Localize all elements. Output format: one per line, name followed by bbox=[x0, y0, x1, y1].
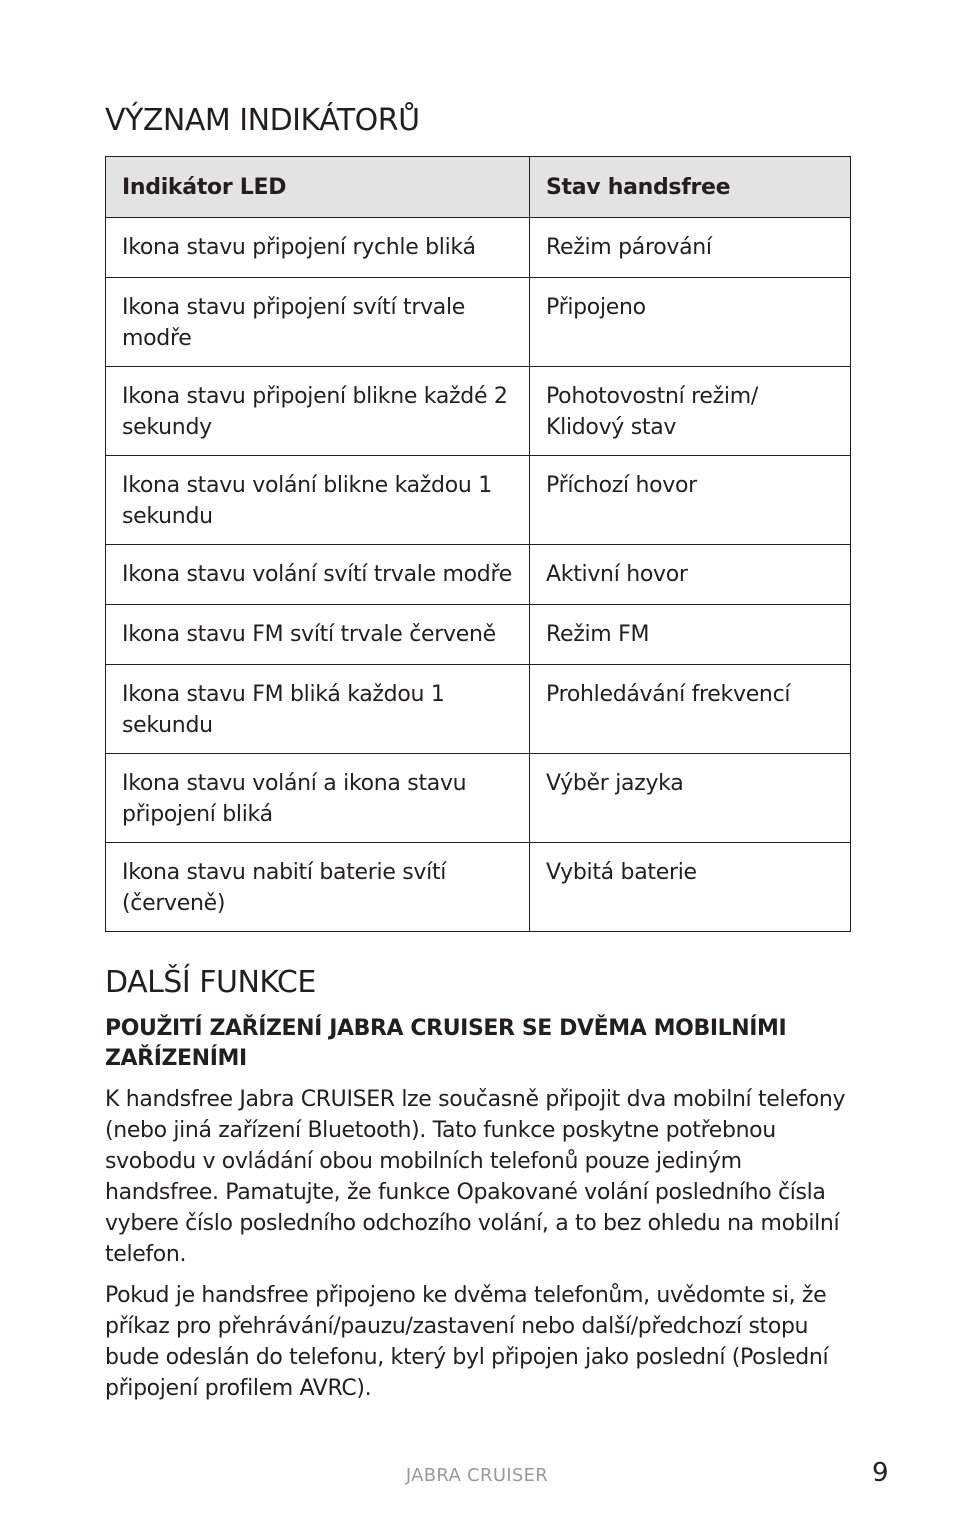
led-cell: Ikona stavu připojení rychle bliká bbox=[106, 218, 530, 278]
led-cell: Ikona stavu připojení blikne každé 2 sekundy bbox=[106, 367, 530, 456]
led-cell: Ikona stavu FM svítí trvale červeně bbox=[106, 605, 530, 665]
table-row bbox=[106, 843, 851, 932]
state-cell: Pohotovostní režim/ Klidový stav bbox=[530, 367, 851, 456]
table-row bbox=[106, 367, 851, 456]
table-header-row bbox=[106, 157, 851, 218]
page-number: 9 bbox=[872, 1458, 889, 1488]
section-title-other-functions: DALŠÍ FUNKCE bbox=[105, 965, 316, 1000]
column-header-state: Stav handsfree bbox=[530, 157, 851, 218]
table-row bbox=[106, 545, 851, 605]
state-cell: Výběr jazyka bbox=[530, 754, 851, 843]
section-title-indicators: VÝZNAM INDIKÁTORŮ bbox=[105, 103, 420, 138]
table-row bbox=[106, 665, 851, 754]
footer-brand: JABRA CRUISER bbox=[405, 1465, 549, 1486]
paragraph-two-phones: K handsfree Jabra CRUISER lze současně připojit dva mobilní telefony (nebo jiná zařízení Bluetooth). Tato funkce poskytne potřebnou svobodu v ovládání obou mobilních telefonů pouze jediným handsfree. Pamatujte, že funkce Opakované volání posledního čísla vybere číslo posledního odchozího volání, a to bez ohledu na mobilní telefon. bbox=[105, 1087, 846, 1267]
led-cell: Ikona stavu připojení svítí trvale modře bbox=[106, 278, 530, 367]
state-cell: Připojeno bbox=[530, 278, 851, 367]
state-cell: Režim FM bbox=[530, 605, 851, 665]
led-cell: Ikona stavu nabití baterie svítí (červeně) bbox=[106, 843, 530, 932]
table-row bbox=[106, 278, 851, 367]
led-cell: Ikona stavu volání blikne každou 1 sekundu bbox=[106, 456, 530, 545]
table-row bbox=[106, 456, 851, 545]
led-cell: Ikona stavu volání a ikona stavu připojení bliká bbox=[106, 754, 530, 843]
paragraph-avrc: Pokud je handsfree připojeno ke dvěma telefonům, uvědomte si, že příkaz pro přehrávání/pauzu/zastavení nebo další/předchozí stopu bude odeslán do telefonu, který byl připojen jako poslední (Poslední připojení profilem AVRC). bbox=[105, 1283, 829, 1401]
state-cell: Aktivní hovor bbox=[530, 545, 851, 605]
table-row bbox=[106, 754, 851, 843]
state-cell: Prohledávání frekvencí bbox=[530, 665, 851, 754]
state-cell: Příchozí hovor bbox=[530, 456, 851, 545]
state-cell: Režim párování bbox=[530, 218, 851, 278]
subsection-title-two-phones: POUŽITÍ ZAŘÍZENÍ JABRA CRUISER SE DVĚMA MOBILNÍMI ZAŘÍZENÍMI bbox=[105, 1016, 787, 1071]
table-row bbox=[106, 605, 851, 665]
column-header-led: Indikátor LED bbox=[106, 157, 530, 218]
table-row bbox=[106, 218, 851, 278]
state-cell: Vybitá baterie bbox=[530, 843, 851, 932]
led-cell: Ikona stavu volání svítí trvale modře bbox=[106, 545, 530, 605]
led-indicator-table bbox=[105, 156, 851, 932]
led-cell: Ikona stavu FM bliká každou 1 sekundu bbox=[106, 665, 530, 754]
